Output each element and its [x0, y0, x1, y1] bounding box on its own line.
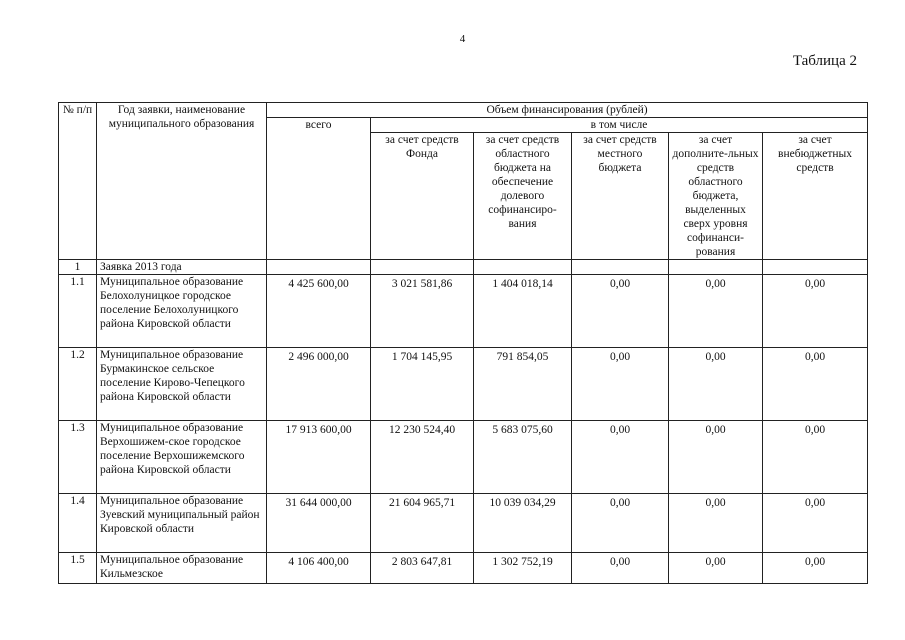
- header-extrabudget: за счет внебюджетных средств: [763, 133, 868, 260]
- header-including: в том числе: [371, 118, 868, 133]
- header-local: за счет средств местного бюджета: [572, 133, 669, 260]
- row-num: 1.4: [59, 494, 97, 553]
- row-extrabudget: 0,00: [763, 553, 868, 584]
- row-total: 4 425 600,00: [267, 275, 371, 348]
- financing-table: [58, 102, 868, 584]
- row-num: 1.5: [59, 553, 97, 584]
- table-row: [59, 275, 868, 348]
- row-fund: 21 604 965,71: [371, 494, 474, 553]
- row-num: 1.3: [59, 421, 97, 494]
- row-additional: 0,00: [669, 421, 763, 494]
- row-additional: 0,00: [669, 494, 763, 553]
- header-row-1: [59, 103, 868, 118]
- row-name: Муниципальное образование Зуевский муниципальный район Кировской области: [97, 494, 267, 553]
- table-row: [59, 348, 868, 421]
- row-additional: 0,00: [669, 275, 763, 348]
- row-fund: 2 803 647,81: [371, 553, 474, 584]
- row-regional: 1 302 752,19: [474, 553, 572, 584]
- header-total: всего: [267, 118, 371, 260]
- row-name: Муниципальное образование Кильмезское: [97, 553, 267, 584]
- row-local: 0,00: [572, 494, 669, 553]
- page-number: 4: [459, 33, 466, 45]
- row-additional: 0,00: [669, 348, 763, 421]
- row-total: 2 496 000,00: [267, 348, 371, 421]
- row-name: Муниципальное образование Бурмакинское сельское поселение Кирово-Чепецкого района Кировской области: [97, 348, 267, 421]
- row-extrabudget: 0,00: [763, 275, 868, 348]
- row-regional: 5 683 075,60: [474, 421, 572, 494]
- row-num: 1.2: [59, 348, 97, 421]
- row-num: 1.1: [59, 275, 97, 348]
- header-num: № п/п: [59, 103, 97, 260]
- row-local: 0,00: [572, 553, 669, 584]
- header-regional: за счет средств областного бюджета на обеспечение долевого софинансиро-вания: [474, 133, 572, 260]
- year-row: [59, 260, 868, 275]
- row-additional: 0,00: [669, 553, 763, 584]
- row-total: 31 644 000,00: [267, 494, 371, 553]
- row-fund: 1 704 145,95: [371, 348, 474, 421]
- table-row: [59, 494, 868, 553]
- row-regional: 1 404 018,14: [474, 275, 572, 348]
- header-fund: за счет средств Фонда: [371, 133, 474, 260]
- row-regional: 791 854,05: [474, 348, 572, 421]
- row-local: 0,00: [572, 421, 669, 494]
- row-fund: 3 021 581,86: [371, 275, 474, 348]
- row-regional: 10 039 034,29: [474, 494, 572, 553]
- header-funding-group: Объем финансирования (рублей): [267, 103, 868, 118]
- year-row-num: 1: [59, 260, 97, 275]
- row-extrabudget: 0,00: [763, 494, 868, 553]
- row-extrabudget: 0,00: [763, 421, 868, 494]
- row-fund: 12 230 524,40: [371, 421, 474, 494]
- row-extrabudget: 0,00: [763, 348, 868, 421]
- year-row-label: Заявка 2013 года: [97, 260, 267, 275]
- row-local: 0,00: [572, 348, 669, 421]
- row-local: 0,00: [572, 275, 669, 348]
- row-name: Муниципальное образование Верхошижем-ское городское поселение Верхошижемского района Кировской области: [97, 421, 267, 494]
- header-additional: за счет дополните-льных средств областного бюджета, выделенных сверх уровня софинанси-рования: [669, 133, 763, 260]
- row-total: 4 106 400,00: [267, 553, 371, 584]
- header-name: Год заявки, наименование муниципального образования: [97, 103, 267, 260]
- table-row: [59, 553, 868, 584]
- row-name: Муниципальное образование Белохолуницкое городское поселение Белохолуницкого района Кировской области: [97, 275, 267, 348]
- row-total: 17 913 600,00: [267, 421, 371, 494]
- table-caption: Таблица 2: [792, 53, 857, 69]
- table-row: [59, 421, 868, 494]
